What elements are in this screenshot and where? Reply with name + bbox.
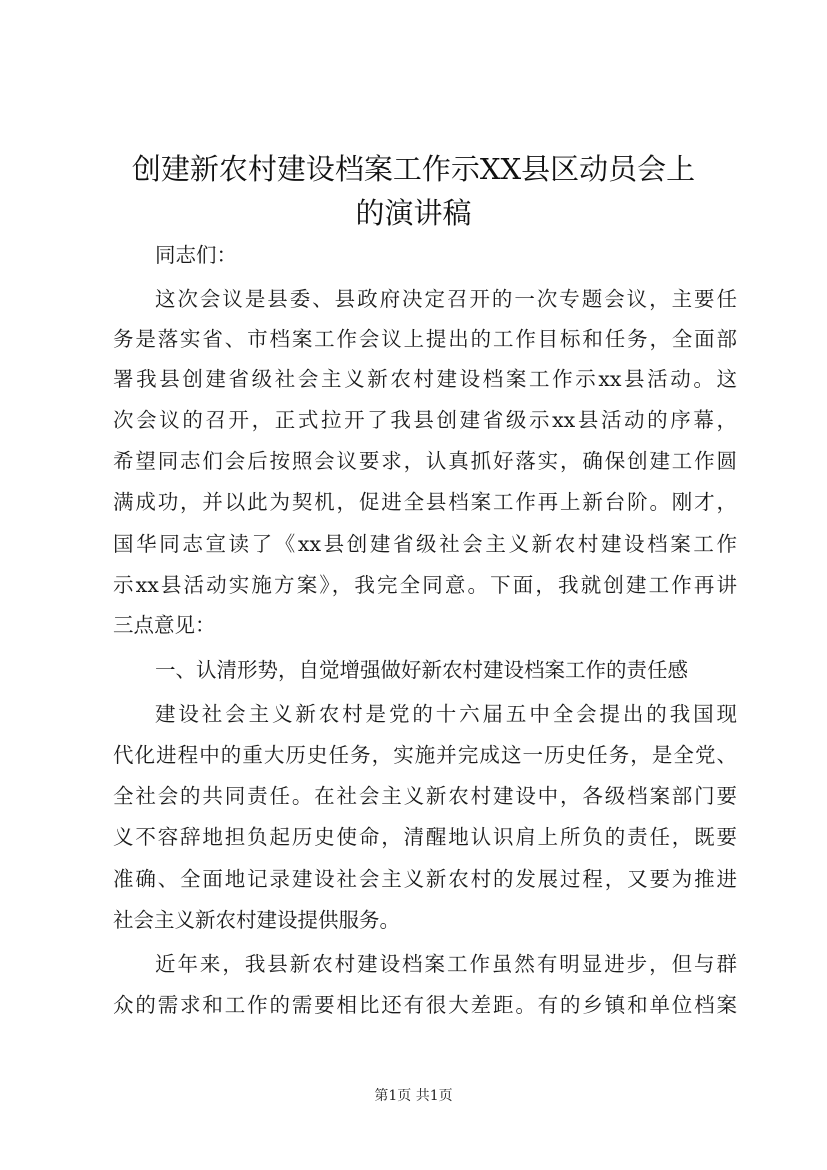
- paragraph-line: 三点意见：: [113, 613, 216, 637]
- paragraph-line: 众的需求和工作的需要相比还有很大差距。有的乡镇和单位档案: [113, 993, 737, 1017]
- paragraph-line: 国华同志宣读了《xx县创建省级社会主义新农村建设档案工作: [113, 532, 737, 556]
- paragraph-line: 希望同志们会后按照会议要求，认真抓好落实，确保创建工作圆: [113, 449, 737, 473]
- paragraph-line: 署我县创建省级社会主义新农村建设档案工作示xx县活动。这: [113, 367, 737, 391]
- paragraph-line: 准确、全面地记录建设社会主义新农村的发展过程，又要为推进: [113, 867, 737, 891]
- section-heading: 一、认清形势，自觉增强做好新农村建设档案工作的责任感: [155, 658, 688, 682]
- paragraph-line: 建设社会主义新农村是党的十六届五中全会提出的我国现: [155, 702, 737, 726]
- paragraph-line: 社会主义新农村建设提供服务。: [113, 908, 400, 932]
- document-title-line-2: 的演讲稿: [355, 196, 472, 230]
- paragraph-line: 全社会的共同责任。在社会主义新农村建设中，各级档案部门要: [113, 784, 737, 808]
- salutation: 同志们：: [155, 243, 237, 267]
- paragraph-line: 代化进程中的重大历史任务，实施并完成这一历史任务，是全党、: [113, 743, 737, 767]
- paragraph-line: 近年来，我县新农村建设档案工作虽然有明显进步，但与群: [155, 952, 737, 976]
- paragraph-line: 这次会议是县委、县政府决定召开的一次专题会议，主要任: [155, 287, 737, 311]
- paragraph-line: 次会议的召开，正式拉开了我县创建省级示xx县活动的序幕，: [113, 408, 737, 432]
- paragraph-line: 满成功，并以此为契机，促进全县档案工作再上新台阶。刚才，: [113, 490, 737, 514]
- paragraph-line: 务是落实省、市档案工作会议上提出的工作目标和任务，全面部: [113, 327, 737, 351]
- paragraph-line: 示xx县活动实施方案》，我完全同意。下面，我就创建工作再讲: [113, 573, 737, 597]
- paragraph-line: 义不容辞地担负起历史使命，清醒地认识肩上所负的责任，既要: [113, 825, 737, 849]
- page-footer: 第1页 共1页: [374, 1088, 453, 1104]
- document-title-line-1: 创建新农村建设档案工作示XX县区动员会上: [131, 152, 696, 186]
